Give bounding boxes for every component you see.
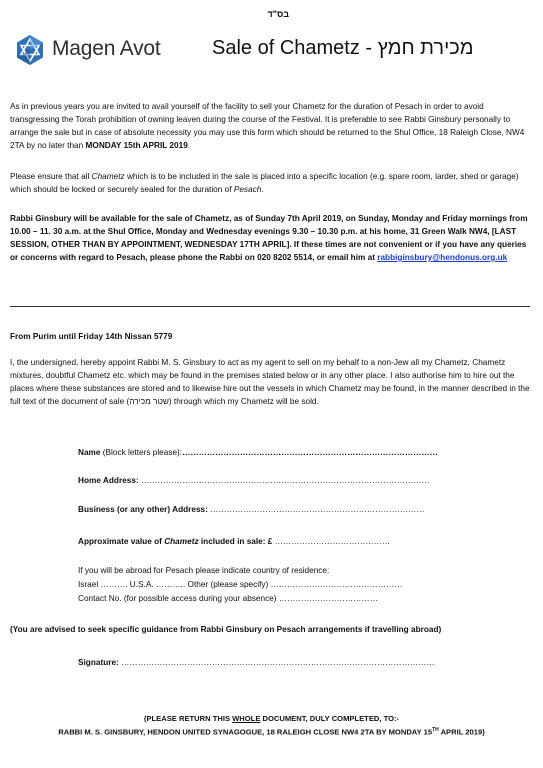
abroad-prompt: If you will be abroad for Pesach please indicate country of residence: — [78, 566, 330, 575]
bsd-mark: בס"ד — [267, 9, 289, 19]
intro-paragraph: As in previous years you are invited to avail yourself of the facility to sell your Chametz for the duration of Pesach in order to avoid transgressing the Torah prohibition of owning leaven during the course of the Festival. It is preferable to see Rabbi Ginsbury personally to arrange the sale but in case of absolute necessity you may use this form which should be returned to the Shul Office, 18 Raleigh Close, NW4 2TA by no later than MONDAY 15th APRIL 2019. — [10, 102, 525, 150]
signature-field[interactable]: Signature: …………………………………………………………………………………………………… — [78, 658, 435, 667]
storage-paragraph: Please ensure that all Chametz which is to be included in the sale is placed into a specific location (e.g. spare room, larder, shed or garage) which should be locked or securely sealed for the duration of Pesach. — [10, 172, 519, 194]
chametz-value-field[interactable]: Approximate value of Chametz included in sale: £ …………………………………… — [78, 537, 391, 546]
declaration-paragraph: I, the undersigned, hereby appoint Rabbi M. S. Ginsbury to act as my agent to sell on my behalf to a non-Jew all my Chametz, Chametz mixtures, doubtful Chametz etc. which may be found in the premises stated below or in any other place. I also authorise him to hire out the places where these substances are stored and to likewise hire out the vessels in which Chametz may be found, in the manner described in the full text of the document of sale (שטר מכירה) through which my Chametz will be sold. — [10, 358, 530, 406]
email-link[interactable]: rabbiginsbury@hendonus.org.uk — [377, 253, 508, 262]
contact-field[interactable]: Contact No. (for possible access during your absence) ……………………………… — [78, 594, 378, 603]
logo-text: Magen Avot — [52, 37, 161, 60]
advice-note: (You are advised to seek specific guidance from Rabbi Ginsbury on Pesach arrangements if travelling abroad) — [10, 625, 442, 634]
country-field[interactable]: Israel ………. U.S.A. ……….. Other (please specify) ………………………………………… — [78, 580, 403, 589]
availability-paragraph: Rabbi Ginsbury will be available for the sale of Chametz, as of Sunday 7th April 2019, on Sunday, Monday and Friday mornings from 10.00 – 11. 30 a.m. at the Shul Office, Monday and Wednesday evenings 9.30 – 10.30 p.m. at his home, 31 Green Walk NW4, [LAST SESSION, OTHER THAN BY APPOINTMENT, WEDNESDAY 17TH APRIL]. If these times are not convenient or if you have any queries or concerns with regard to Pesach, please phone the Rabbi on 020 8202 5514, or email him at rabbiginsbury@hendonus.org.uk — [10, 214, 528, 262]
purim-line: From Purim until Friday 14th Nissan 5779 — [10, 332, 173, 341]
divider — [10, 306, 530, 307]
page-title: Sale of Chametz - מכירת חמץ — [212, 37, 474, 59]
business-address-field[interactable]: Business (or any other) Address: …………………………………………………………………… — [78, 505, 425, 514]
home-address-field[interactable]: Home Address: …………………………………………………………………………………………… — [78, 476, 430, 485]
return-instructions: (PLEASE RETURN THIS WHOLE DOCUMENT, DULY COMPLETED, TO:- — [143, 714, 400, 723]
deadline-text: MONDAY 15th APRIL 2019 — [85, 141, 188, 150]
return-address: RABBI M. S. GINSBURY, HENDON UNITED SYNAGOGUE, 18 RALEIGH CLOSE NW4 2TA BY MONDAY 15TH APRIL 2019) — [58, 727, 485, 737]
star-of-david-icon — [14, 34, 46, 66]
name-field[interactable]: Name (Block letters please):………………………………………………………………………………… — [78, 448, 438, 457]
page-header — [8, 32, 533, 68]
